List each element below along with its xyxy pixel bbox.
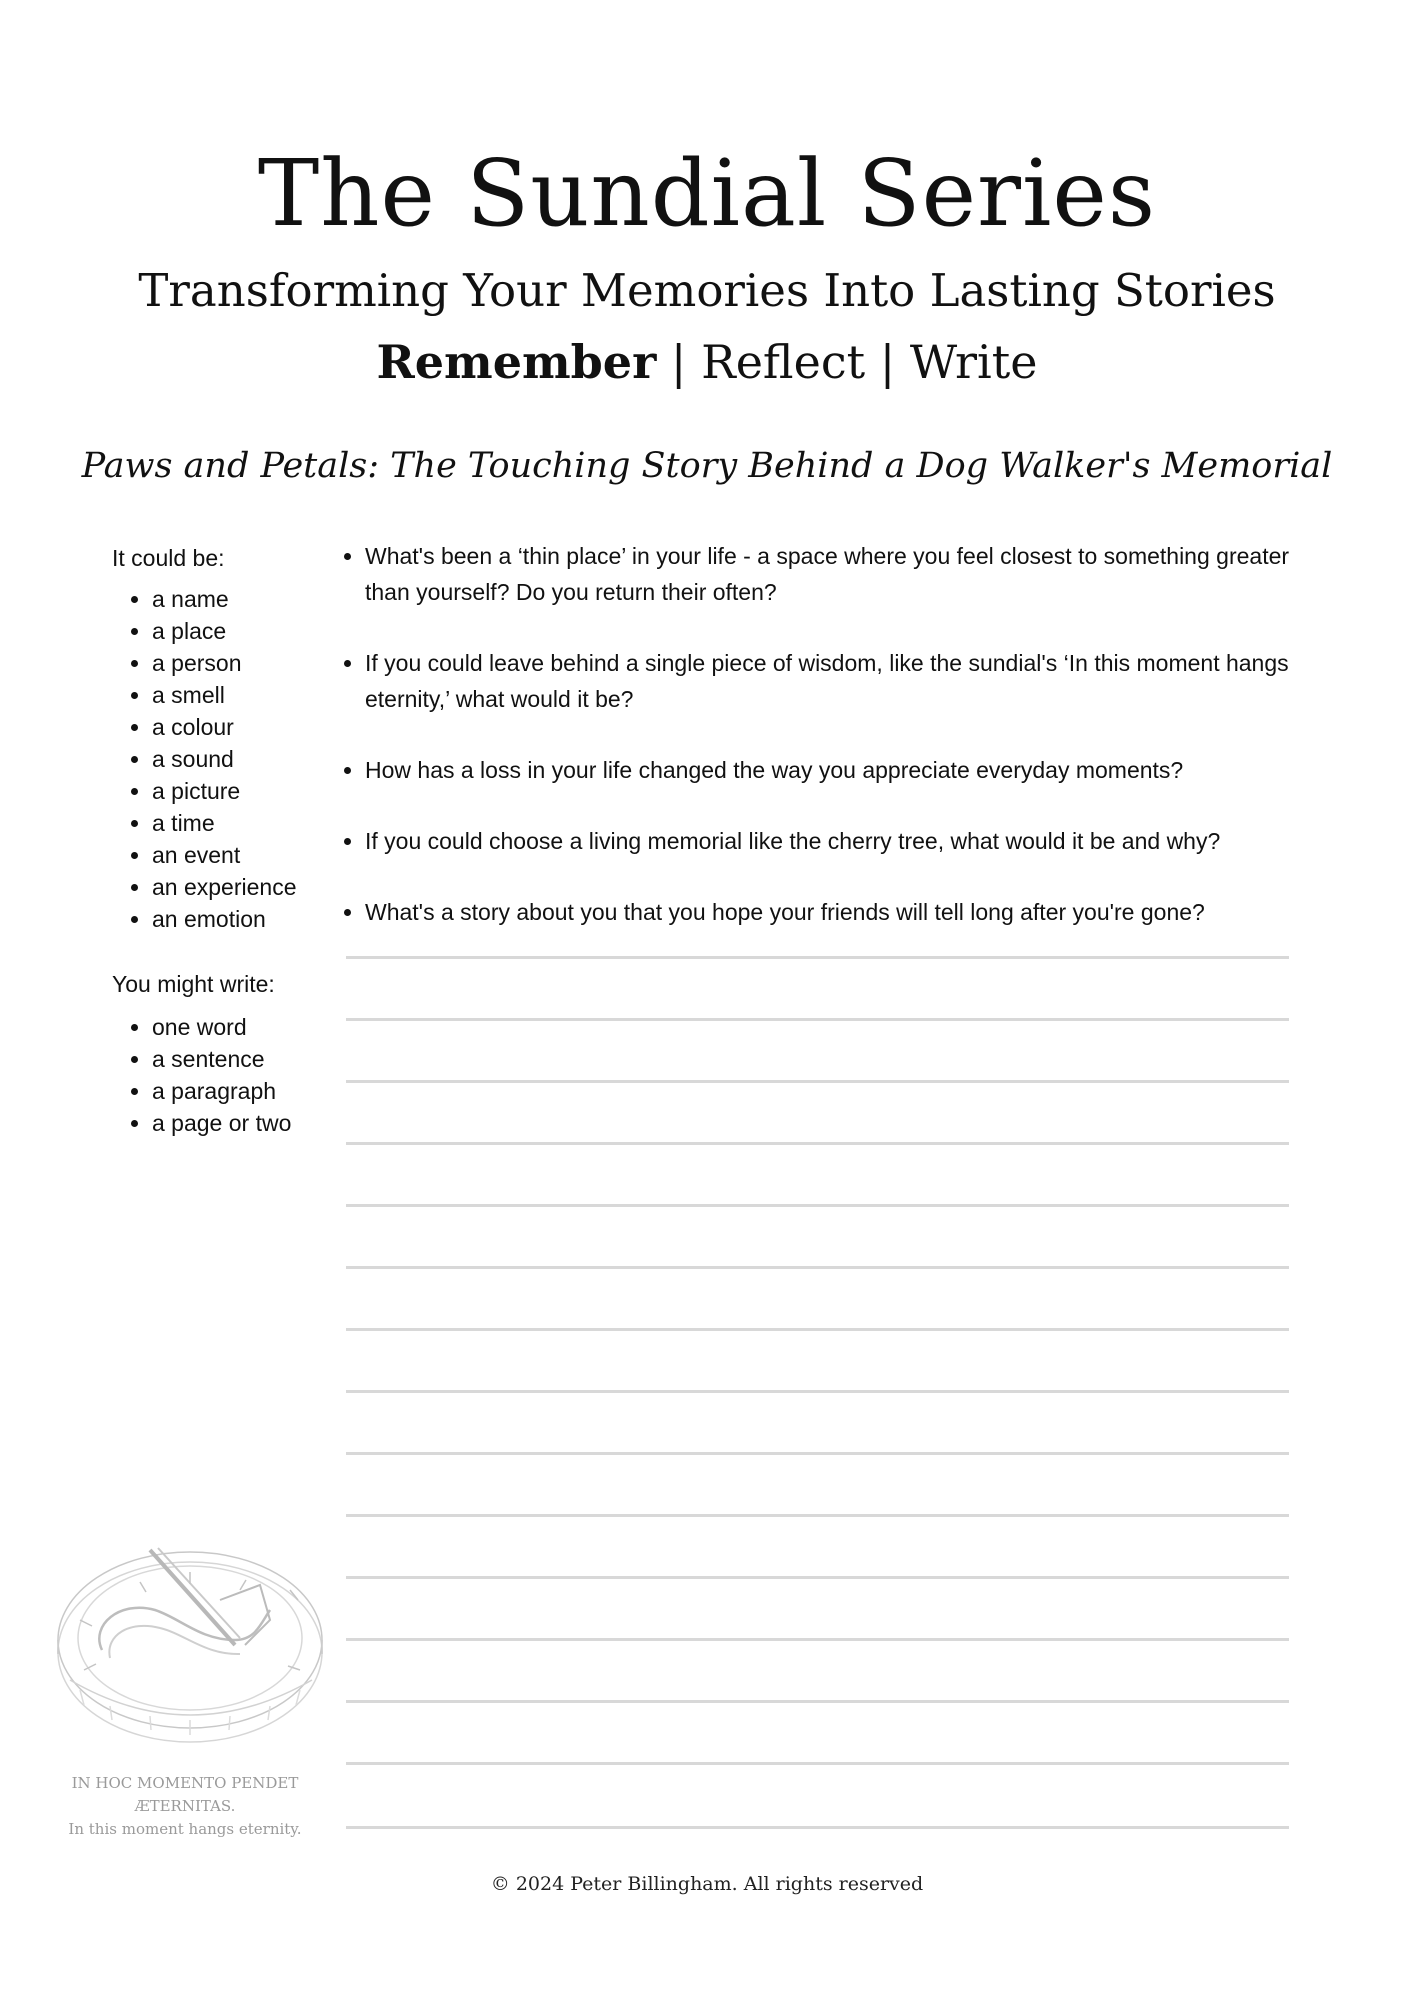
list-item: • a place [152,615,297,647]
writing-line[interactable] [346,1080,1289,1083]
prompt-item: • What's a story about you that you hope your friends will tell long after you're gone? [365,894,1315,930]
motto-latin: IN HOC MOMENTO PENDET ÆTERNITAS. [71,1774,299,1815]
list-item: • a picture [152,775,297,807]
list-item: • a time [152,807,297,839]
steps-line [0,335,1414,389]
page-subtitle: Transforming Your Memories Into Lasting Stories [138,264,1276,317]
prompt-list [330,538,1315,965]
step-reflect: Reflect [701,335,866,389]
writing-line[interactable] [346,1390,1289,1393]
writing-line[interactable] [346,1018,1289,1021]
list-item: • a smell [152,679,297,711]
writing-line[interactable] [346,1638,1289,1641]
step-write: Write [909,335,1038,389]
writing-line[interactable] [346,1514,1289,1517]
writing-line[interactable] [346,956,1289,959]
writing-line[interactable] [346,1576,1289,1579]
list-item: • a page or two [152,1107,291,1139]
list-item: • an emotion [152,903,297,935]
list-item: • a paragraph [152,1075,291,1107]
list-item: • a name [152,583,297,615]
copyright: © 2024 Peter Billingham. All rights reserved [490,1873,924,1895]
list-item: • a sentence [152,1043,291,1075]
list-item: • one word [152,1011,291,1043]
page-title: The Sundial Series [257,140,1157,247]
list-item: • a colour [152,711,297,743]
writing-line[interactable] [346,1452,1289,1455]
prompt-item: • If you could choose a living memorial like the cherry tree, what would it be and why? [365,823,1315,859]
step-separator: | [865,335,910,389]
list-item: • a person [152,647,297,679]
motto-english: In this moment hangs eternity. [68,1820,302,1838]
prompt-item: • What's been a ‘thin place’ in your life - a space where you feel closest to something greater than yourself? Do you return their often? [365,538,1315,610]
list-item: • an event [152,839,297,871]
sundial-icon [50,1530,330,1760]
writing-line[interactable] [346,1328,1289,1331]
writing-line[interactable] [346,1700,1289,1703]
list-item: • a sound [152,743,297,775]
writing-line[interactable] [346,1142,1289,1145]
writing-line[interactable] [346,1826,1289,1829]
writing-line[interactable] [346,1204,1289,1207]
could-be-list [112,583,297,935]
writing-line[interactable] [346,1266,1289,1269]
could-be-heading: It could be: [112,545,225,571]
writing-line[interactable] [346,1762,1289,1765]
step-separator: | [656,335,702,389]
prompt-item: • If you could leave behind a single piece of wisdom, like the sundial's ‘In this moment hangs eternity,’ what would it be? [365,645,1315,717]
prompt-item: • How has a loss in your life changed the way you appreciate everyday moments? [365,752,1315,788]
might-write-heading: You might write: [112,971,275,997]
list-item: • an experience [152,871,297,903]
might-write-list [112,1011,291,1139]
story-title: Paws and Petals: The Touching Story Behind a Dog Walker's Memorial [81,446,1333,486]
step-remember: Remember [376,335,657,389]
